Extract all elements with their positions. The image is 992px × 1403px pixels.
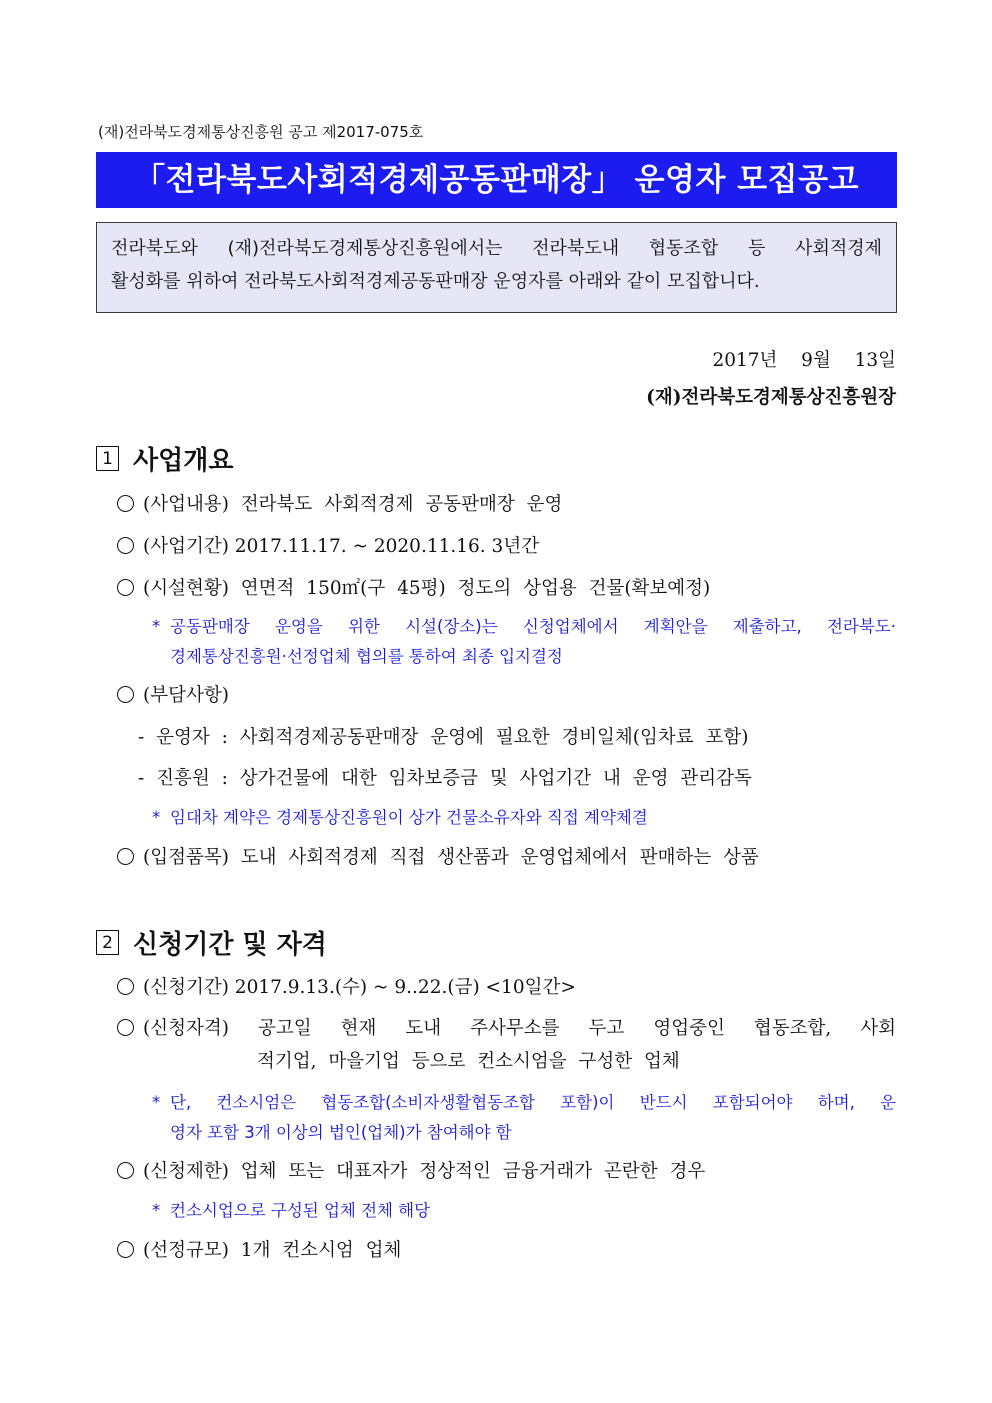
bullet-circle-icon [117,537,134,554]
section-2-number-box: 2 [96,930,119,955]
list-item: (입점품목) 도내 사회적경제 직접 생산품과 운영업체에서 판매하는 상품 [117,841,896,874]
bullet-circle-icon [117,1241,134,1258]
list-item: (부담사항) [117,679,896,712]
section-2-title: 신청기간 및 자격 [133,930,327,960]
dash-item-operator: - 운영자 : 사회적경제공동판매장 운영에 필요한 경비일체(임차료 포함) [138,727,749,748]
asterisk-icon: * [152,808,161,827]
list-item: (시설현황) 연면적 150㎡(구 45평) 정도의 상업용 건물(확보예정) [117,572,896,605]
intro-line-1: 전라북도와 (재)전라북도경제통상진흥원에서는 전라북도내 협동조합 등 사회적경제 [111,238,882,259]
list-item: (선정규모) 1개 컨소시엄 업체 [117,1234,896,1267]
intro-box [96,222,897,313]
bullet-circle-icon [117,495,134,512]
bullet-circle-icon [117,686,134,703]
note-3-consortium: * 단, 컨소시엄은 협동조합(소비자생활협동조합 포함)이 반드시 포함되어야 하며, 운 영자 포함 3개 이상의 법인(업체)가 참여해야 함 [152,1088,896,1148]
announcement-title: 「전라북도사회적경제공동판매장」 운영자 모집공고 [96,152,897,208]
bullet-circle-icon [117,1019,134,1036]
note-1-facility: * 공동판매장 운영을 위한 시설(장소)는 신청업체에서 계획안을 제출하고, 전라북도· 경제통상진흥원·선정업체 협의를 통하여 최종 입지결정 [152,612,896,672]
bullet-circle-icon [117,579,134,596]
asterisk-icon: * [152,617,161,636]
bullet-circle-icon [117,1162,134,1179]
bullet-circle-icon [117,978,134,995]
announcement-reference-number: (재)전라북도경제통상진흥원 공고 제2017-075호 [98,123,424,141]
note-2-lease: * 임대차 계약은 경제통상진흥원이 상가 건물소유자와 직접 계약체결 [152,803,896,833]
asterisk-icon: * [152,1093,161,1112]
asterisk-icon: * [152,1201,161,1220]
section-1-heading [96,440,233,477]
list-item: (사업기간) 2017.11.17. ~ 2020.11.16. 3년간 [117,530,896,563]
dash-item-agency: - 진흥원 : 상가건물에 대한 임차보증금 및 사업기간 내 운영 관리감독 [138,768,752,789]
section-1-number-box: 1 [96,446,119,471]
section-1-title: 사업개요 [133,446,234,476]
section-2-heading [96,924,327,961]
list-item: (사업내용) 전라북도 사회적경제 공동판매장 운영 [117,488,896,521]
list-item: (신청자격) 공고일 현재 도내 주사무소를 두고 영업중인 협동조합, 사회 적기업, 마을기업 등으로 컨소시엄을 구성한 업체 [117,1012,896,1078]
intro-line-2: 활성화를 위하여 전라북도사회적경제공동판매장 운영자를 아래와 같이 모집합니다. [111,271,760,292]
announcement-date: 2017년 9월 13일 [712,350,896,371]
list-item: (신청기간) 2017.9.13.(수) ~ 9..22.(금) <10일간> [117,971,896,1004]
issuing-organization: (재)전라북도경제통상진흥원장 [646,387,896,408]
list-item: (신청제한) 업체 또는 대표자가 정상적인 금융거래가 곤란한 경우 [117,1155,896,1188]
note-4-restriction: * 컨소시업으로 구성된 업체 전체 해당 [152,1196,896,1226]
bullet-circle-icon [117,848,134,865]
